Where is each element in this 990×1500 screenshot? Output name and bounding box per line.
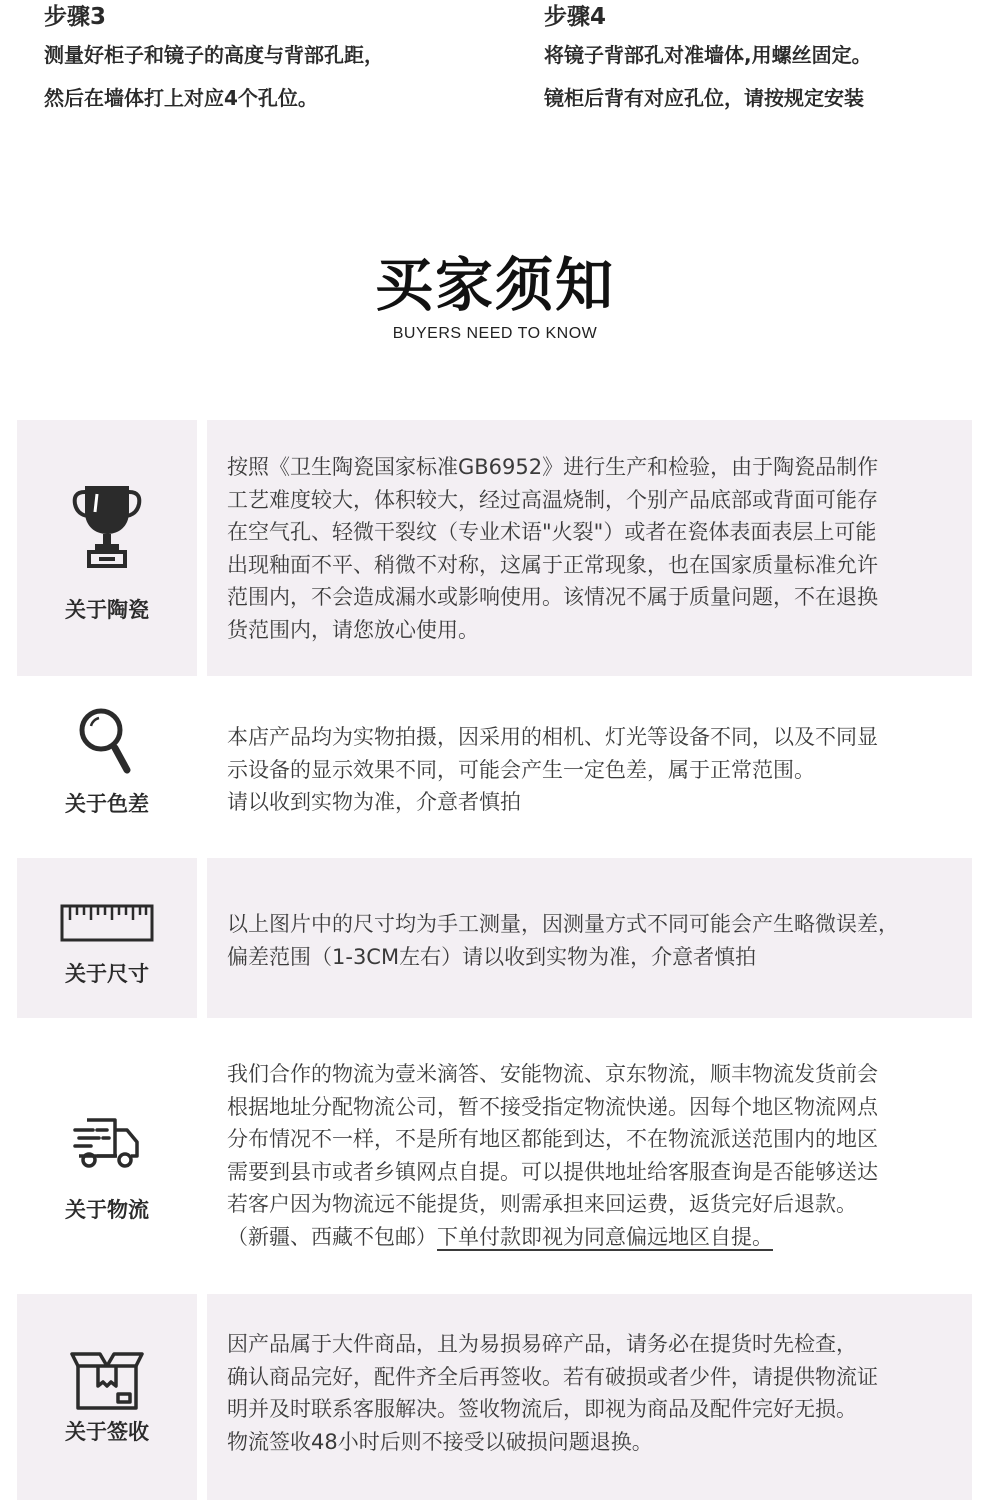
text-line: 示设备的显示效果不同，可能会产生一定色差，属于正常范围。 (227, 757, 815, 782)
text-line: 在空气孔、轻微干裂纹（专业术语"火裂"）或者在瓷体表面表层上可能 (227, 520, 877, 544)
heading-subtitle: BUYERS NEED TO KNOW (392, 325, 598, 342)
notice-ceramics (17, 420, 972, 676)
section-text (227, 721, 964, 819)
buyers-notice-heading (0, 248, 990, 346)
step-4 (544, 0, 872, 120)
text-line: 货范围内，请您放心使用。 (227, 617, 479, 642)
text-line: 我们合作的物流为壹米滴答、安能物流、京东物流，顺丰物流发货前会 (227, 1062, 878, 1086)
text-line: 请以收到实物为准，介意者慎拍 (227, 790, 521, 814)
step-title: 步骤4 (544, 4, 607, 30)
text-line: 确认商品完好，配件齐全后再签收。若有破损或者少件，请提供物流证 (227, 1364, 878, 1389)
section-label: 关于色差 (65, 792, 149, 816)
notice-size (17, 858, 972, 1018)
package-box-icon (70, 1348, 144, 1412)
text-line: 物流签收48小时后则不接受以破损问题退换。 (227, 1429, 653, 1454)
delivery-truck-icon (73, 1116, 141, 1172)
magnifier-icon (77, 704, 137, 778)
text-line: 偏差范围（1-3CM左右）请以收到实物为准，介意者慎拍 (227, 944, 757, 969)
step-3 (44, 0, 384, 120)
install-steps (0, 0, 990, 140)
heading-title: 买家须知 (374, 251, 615, 319)
step-text: 将镜子背部孔对准墙体,用螺丝固定。 (544, 43, 872, 67)
text-line: 本店产品均为实物拍摄，因采用的相机、灯光等设备不同，以及不同显 (227, 725, 878, 749)
text-line: 以上图片中的尺寸均为手工测量，因测量方式不同可能会产生略微误差， (227, 912, 899, 936)
section-text (227, 451, 964, 646)
notice-logistics (17, 1026, 972, 1284)
ruler-icon (60, 904, 154, 942)
text-line: 根据地址分配物流公司，暂不接受指定物流快递。因每个地区物流网点 (227, 1094, 878, 1119)
section-label: 关于签收 (65, 1420, 149, 1444)
text-line: 需要到县市或者乡镇网点自提。可以提供地址给客服查询是否能够送达 (227, 1159, 878, 1184)
text-line: 按照《卫生陶瓷国家标准GB6952》进行生产和检验，由于陶瓷品制作 (227, 455, 879, 479)
step-title: 步骤3 (44, 4, 107, 30)
text-line (227, 1221, 964, 1254)
section-label: 关于物流 (65, 1198, 149, 1222)
step-text: 测量好柜子和镜子的高度与背部孔距， (44, 43, 384, 67)
section-label: 关于陶瓷 (65, 598, 149, 622)
section-text (227, 908, 964, 973)
text-line: 分布情况不一样，不是所有地区都能到达，不在物流派送范围内的地区 (227, 1127, 878, 1151)
text-line: 若客户因为物流远不能提货，则需承担来回运费，返货完好后退款。 (227, 1192, 857, 1216)
notice-color-difference (17, 684, 972, 850)
notice-receipt (17, 1294, 972, 1500)
text-line: 明并及时联系客服解决。签收物流后，即视为商品及配件完好无损。 (227, 1397, 857, 1421)
text-line: 出现釉面不平、稍微不对称，这属于正常现象，也在国家质量标准允许 (227, 552, 878, 577)
trophy-icon (71, 482, 143, 568)
step-text: 然后在墙体打上对应4个孔位。 (44, 86, 318, 110)
shipping-exclusion-note: （新疆、西藏不包邮） (227, 1224, 437, 1249)
text-line: 范围内，不会造成漏水或影响使用。该情况不属于质量问题，不在退换 (227, 585, 878, 609)
section-label: 关于尺寸 (65, 962, 149, 986)
section-text (227, 1058, 964, 1253)
step-text: 镜柜后背有对应孔位，请按规定安装 (544, 86, 864, 110)
text-line: 工艺难度较大，体积较大，经过高温烧制，个别产品底部或背面可能存 (227, 487, 878, 512)
section-text (227, 1328, 964, 1458)
remote-pickup-notice: 下单付款即视为同意偏远地区自提。 (437, 1224, 773, 1249)
text-line: 因产品属于大件商品，且为易损易碎产品，请务必在提货时先检查， (227, 1332, 857, 1356)
